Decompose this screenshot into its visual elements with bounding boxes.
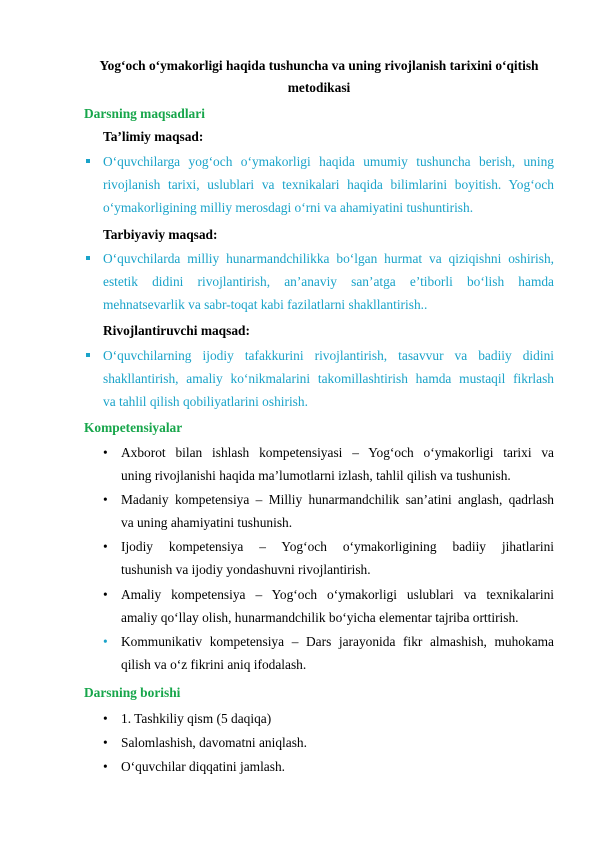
text-line: Madaniy kompetensiya – Milliy hunarmandchilik san’atini anglash, qadrlash: [121, 492, 554, 507]
text-line: uning rivojlanishi haqida ma’lumotlarni izlash, tahlil qilish va tushunish.: [121, 468, 511, 483]
bullet-dot-icon: •: [103, 634, 108, 649]
competency-item: [121, 535, 554, 581]
text-line: O‘quvchilar diqqatini jamlash.: [121, 759, 285, 774]
bullet-dot-icon: •: [103, 711, 108, 726]
text-line: 1. Tashkiliy qism (5 daqiqa): [121, 711, 272, 726]
bullet-dot-icon: •: [103, 587, 108, 602]
lesson-item: [121, 755, 554, 778]
developmental-goal-text: [103, 344, 554, 413]
competency-item: [121, 441, 554, 487]
educational-goal-text: [103, 150, 554, 219]
bullet-square-icon: [86, 353, 90, 357]
bullet-dot-icon: •: [103, 492, 108, 507]
text-line: o‘ymakorligining milliy merosdagi o‘rni va ahamiyatini tushuntirish.: [103, 200, 474, 215]
competency-item: [121, 583, 554, 629]
text-line: O‘quvchilarning ijodiy tafakkurini rivojlantirish, tasavvur va badiiy didini: [103, 348, 554, 363]
bullet-square-icon: [86, 256, 90, 260]
bullet-square-icon: [86, 159, 90, 163]
bullet-dot-icon: •: [103, 445, 108, 460]
text-line: Kommunikativ kompetensiya – Dars jarayonida fikr almashish, muhokama: [121, 634, 554, 649]
competency-item: [121, 630, 554, 676]
text-line: estetik didini rivojlantirish, an’anaviy san’atga e’tiborli bo‘lish hamda: [103, 274, 554, 289]
bullet-dot-icon: •: [103, 735, 108, 750]
bullet-dot-icon: •: [103, 539, 108, 554]
lesson-item: [121, 707, 554, 730]
competency-item: [121, 488, 554, 534]
text-line: rivojlanish tarixi, uslublari va texnikalari haqida bilimlarini boyitish. Yog‘och: [103, 177, 554, 192]
text-line: Salomlashish, davomatni aniqlash.: [121, 735, 307, 750]
text-line: Axborot bilan ishlash kompetensiyasi – Yog‘och o‘ymakorligi tarixi va: [121, 445, 554, 460]
text-line: tushunish va ijodiy yondashuvni rivojlantirish.: [121, 562, 371, 577]
text-line: va uning ahamiyatini tushunish.: [121, 515, 293, 530]
document-title: Yog‘och o‘ymakorligi haqida tushuncha va uning rivojlanish tarixini o‘qitish metodikasi: [99, 58, 539, 95]
lesson-heading: Darsning borishi: [84, 685, 181, 700]
goals-heading: Darsning maqsadlari: [84, 106, 205, 121]
text-line: Amaliy kompetensiya – Yog‘och o‘ymakorligi uslublari va texnikalarini: [121, 587, 554, 602]
text-line: qilish va o‘z fikrini aniq ifodalash.: [121, 657, 307, 672]
educational-goal-label: Ta’limiy maqsad:: [103, 129, 204, 144]
text-line: amaliy qo‘llay olish, hunarmandchilik bo‘yicha elementar tajriba orttirish.: [121, 610, 519, 625]
upbringing-goal-text: [103, 247, 554, 316]
competencies-heading: Kompetensiyalar: [84, 420, 183, 435]
lesson-item: [121, 731, 554, 754]
text-line: va tahlil qilish qobiliyatlarini oshirish.: [103, 394, 308, 409]
bullet-dot-icon: •: [103, 759, 108, 774]
upbringing-goal-label: Tarbiyaviy maqsad:: [103, 227, 218, 242]
text-line: mehnatsevarlik va sabr-toqat kabi fazilatlarni shakllantirish..: [103, 297, 428, 312]
text-line: Ijodiy kompetensiya – Yog‘och o‘ymakorligining badiiy jihatlarini: [121, 539, 554, 554]
text-line: shakllantirish, amaliy ko‘nikmalarini takomillashtirish hamda mustaqil fikrlash: [103, 371, 554, 386]
developmental-goal-label: Rivojlantiruvchi maqsad:: [103, 323, 250, 338]
text-line: O‘quvchilarda milliy hunarmandchilikka bo‘lgan hurmat va qiziqishni oshirish,: [103, 251, 554, 266]
text-line: O‘quvchilarga yog‘och o‘ymakorligi haqida umumiy tushuncha berish, uning: [103, 154, 554, 169]
